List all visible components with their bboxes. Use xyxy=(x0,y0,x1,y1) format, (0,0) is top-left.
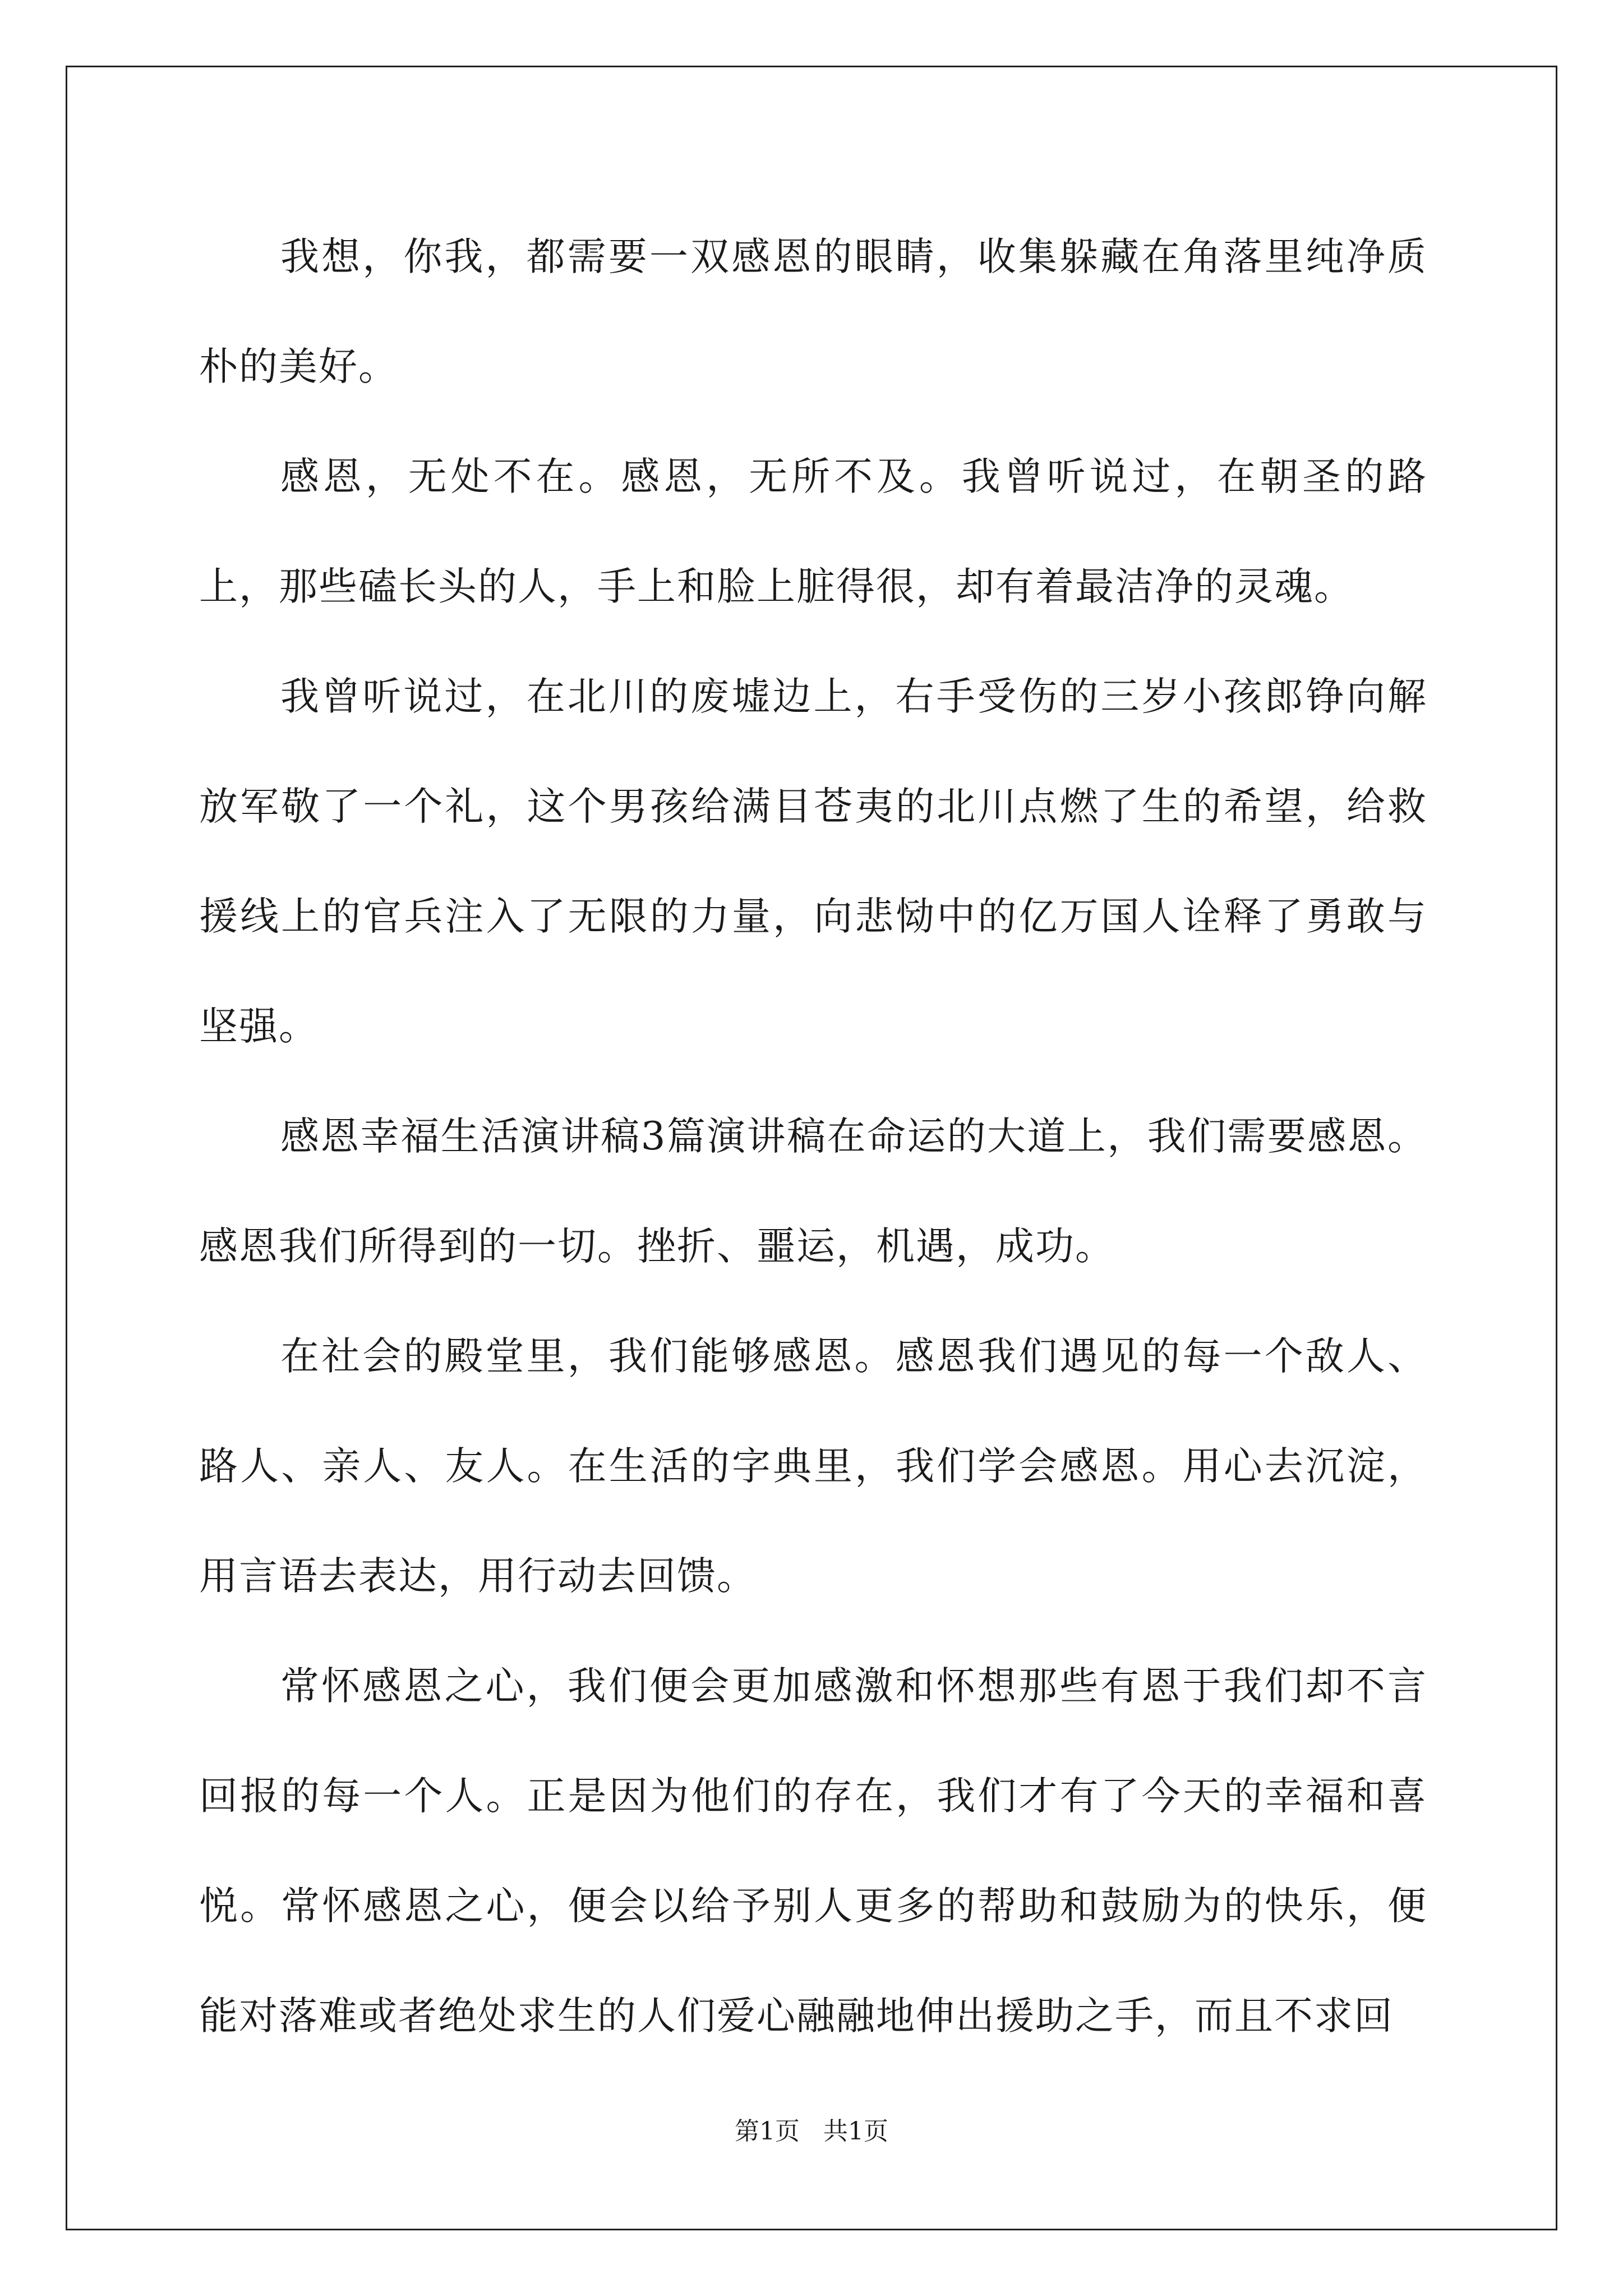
document-body xyxy=(199,202,1427,2071)
paragraph: 我想，你我，都需要一双感恩的眼睛，收集躲藏在角落里纯净质朴的美好。 xyxy=(199,234,1427,389)
paragraph: 感恩，无处不在。感恩，无所不及。我曾听说过，在朝圣的路上，那些磕长头的人，手上和脸上脏得很，却有着最洁净的灵魂。 xyxy=(199,454,1427,609)
paragraph: 我曾听说过，在北川的废墟边上，右手受伤的三岁小孩郎铮向解放军敬了一个礼，这个男孩给满目苍夷的北川点燃了生的希望，给救援线上的官兵注入了无限的力量，向悲恸中的亿万国人诠释了勇敢与坚强。 xyxy=(199,674,1427,1049)
paragraph: 感恩幸福生活演讲稿3篇演讲稿在命运的大道上，我们需要感恩。感恩我们所得到的一切。挫折、噩运，机遇，成功。 xyxy=(199,1114,1427,1269)
page-number-footer: 第1页 共1页 xyxy=(735,2117,888,2146)
paragraph: 在社会的殿堂里，我们能够感恩。感恩我们遇见的每一个敌人、路人、亲人、友人。在生活的字典里，我们学会感恩。用心去沉淀，用言语去表达，用行动去回馈。 xyxy=(199,1334,1427,1599)
paragraph: 常怀感恩之心，我们便会更加感激和怀想那些有恩于我们却不言回报的每一个人。正是因为他们的存在，我们才有了今天的幸福和喜悦。常怀感恩之心，便会以给予别人更多的帮助和鼓励为的快乐，便能对落难或者绝处求生的人们爱心融融地伸出援助之手，而且不求回 xyxy=(199,1664,1427,2039)
